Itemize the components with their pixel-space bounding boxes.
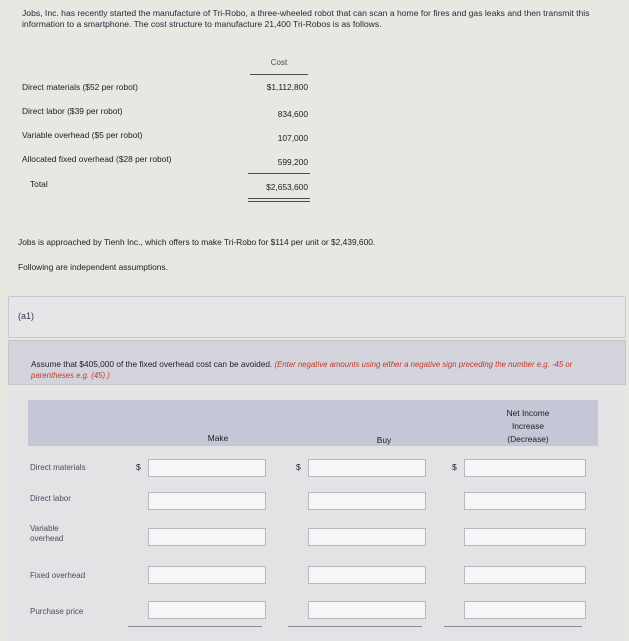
col-make-header: Make: [207, 433, 229, 443]
cost-row-value: 599,200: [277, 157, 308, 167]
currency-symbol: $: [452, 462, 457, 472]
currency-symbol: $: [136, 462, 141, 472]
part-header: [8, 296, 626, 338]
col-net-header-line2: Increase: [511, 421, 545, 431]
buy-direct-materials-input[interactable]: [308, 459, 426, 477]
offer-text: Jobs is approached by Tienh Inc., which offers to make Tri-Robo for $114 per unit or $2,439,600.: [18, 237, 376, 247]
subtotal-rule-buy: [288, 626, 422, 627]
instruction-main: Assume that $405,000 of the fixed overhead cost can be avoided.: [31, 359, 273, 369]
subtotal-rule-make: [128, 626, 262, 627]
currency-symbol: $: [296, 462, 301, 472]
cost-row-value: 107,000: [277, 133, 308, 143]
col-net-header-line1: Net Income: [506, 408, 550, 418]
cost-total-value: $2,653,600: [266, 182, 308, 192]
cost-row-label: Direct materials ($52 per robot): [22, 82, 138, 92]
cost-column-header: Cost: [250, 58, 308, 75]
row-label-line: Variable: [30, 524, 59, 533]
make-fixed-overhead-input[interactable]: [148, 566, 266, 584]
instruction-box: [8, 340, 626, 385]
net-direct-labor-input[interactable]: [464, 492, 586, 510]
net-direct-materials-input[interactable]: [464, 459, 586, 477]
col-net-header-line3: (Decrease): [507, 434, 549, 444]
row-label-purchase-price: Purchase price: [30, 607, 84, 616]
make-buy-table: [8, 390, 624, 641]
buy-fixed-overhead-input[interactable]: [308, 566, 426, 584]
subtotal-rule: [248, 173, 310, 174]
net-fixed-overhead-input[interactable]: [464, 566, 586, 584]
cost-total-label: Total: [30, 179, 48, 189]
row-label-variable-overhead: [30, 524, 63, 544]
instruction-text: [31, 359, 616, 381]
row-label-direct-materials: Direct materials: [30, 463, 86, 472]
row-label-direct-labor: Direct labor: [30, 494, 71, 503]
buy-purchase-price-input[interactable]: [308, 601, 426, 619]
make-variable-overhead-input[interactable]: [148, 528, 266, 546]
assumptions-text: Following are independent assumptions.: [18, 262, 168, 272]
cost-row-label: Direct labor ($39 per robot): [22, 106, 123, 116]
col-buy-header: Buy: [376, 435, 392, 445]
make-purchase-price-input[interactable]: [148, 601, 266, 619]
buy-direct-labor-input[interactable]: [308, 492, 426, 510]
row-label-fixed-overhead: Fixed overhead: [30, 571, 86, 580]
cost-row-value: $1,112,800: [266, 82, 308, 92]
make-direct-materials-input[interactable]: [148, 459, 266, 477]
cost-row-label: Variable overhead ($5 per robot): [22, 130, 143, 140]
total-double-rule: [248, 198, 310, 202]
row-label-line: overhead: [30, 534, 64, 543]
part-label: (a1): [18, 311, 35, 321]
problem-intro: Jobs, Inc. has recently started the manufacture of Tri-Robo, a three-wheeled robot that can scan a home for fires and gas leaks and then transmit this information to a smartphone. The cost structure to manufacture 21,400 Tri-Robos is as follows.: [22, 8, 590, 29]
cost-row-label: Allocated fixed overhead ($28 per robot): [22, 154, 172, 164]
make-direct-labor-input[interactable]: [148, 492, 266, 510]
instruction-hint: (Enter negative amounts using either a negative sign preceding the number e.g. -45 or parentheses e.g. (45).): [31, 360, 573, 380]
buy-variable-overhead-input[interactable]: [308, 528, 426, 546]
net-variable-overhead-input[interactable]: [464, 528, 586, 546]
subtotal-rule-net: [444, 626, 582, 627]
cost-row-value: 834,600: [277, 109, 308, 119]
net-purchase-price-input[interactable]: [464, 601, 586, 619]
